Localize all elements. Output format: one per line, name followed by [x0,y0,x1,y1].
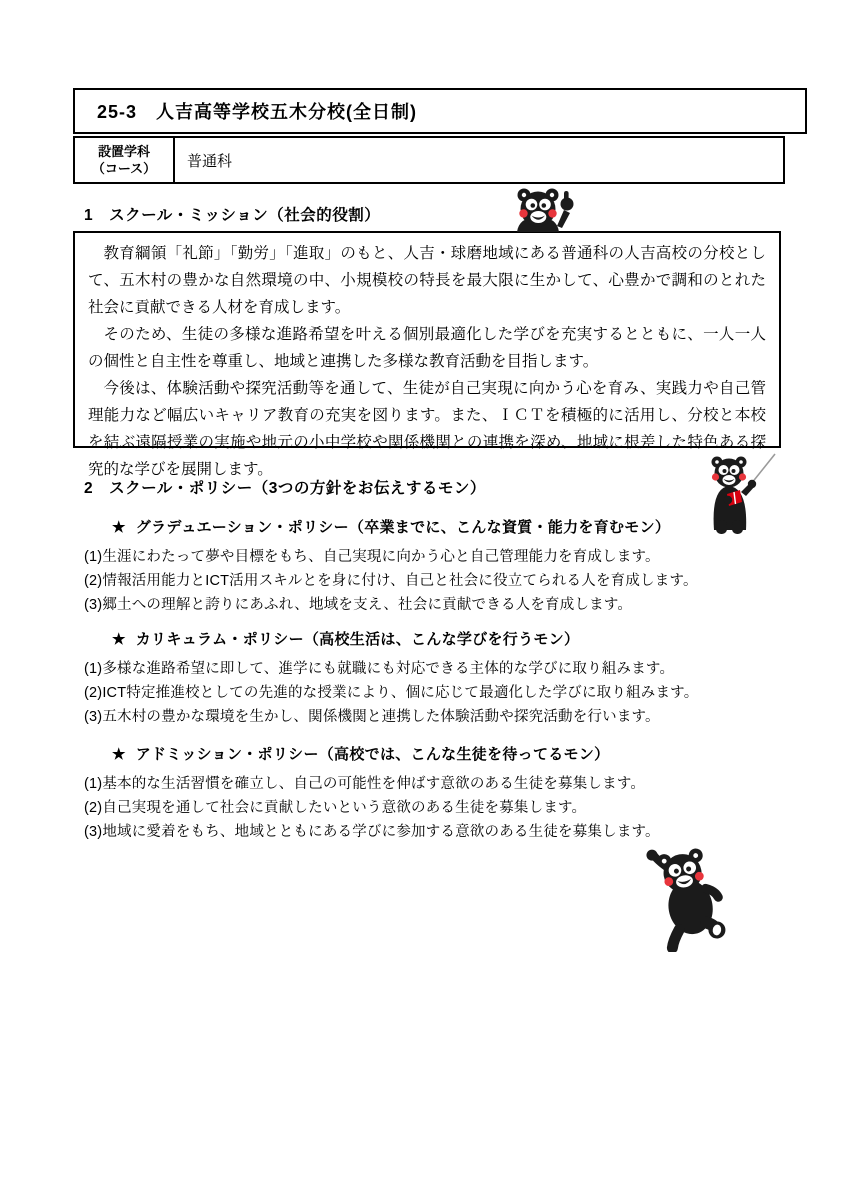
graduation-policy-item-2: (2)情報活用能力とICT活用スキルとを身に付け、自己と社会に役立てられる人を育成します。 [84,573,698,589]
page-title-box [73,88,807,134]
mission-paragraph-3: 今後は、体験活動や探究活動等を通して、生徒が自己実現に向かう心を育み、実践力や自己管理能力など幅広いキャリア教育の充実を図ります。また、ＩＣＴを積極的に活用し、分校と本校を結ぶ遠隔授業の実施や地元の小中学校や関係機関との連携を深め、地域に根差した特色ある探究的な学びを展開します。 [88,380,766,478]
mission-text-box [73,231,781,478]
admission-policy-item-2: (2)自己実現を通して社会に貢献したいという意欲のある生徒を募集します。 [84,800,587,816]
department-table [73,136,785,184]
section2-heading: 2 スクール・ポリシー（3つの方針をお伝えするモン） [84,480,486,497]
curriculum-policy-block [84,628,796,729]
graduation-policy-item-3: (3)郷土への理解と誇りにあふれ、地域を支え、社会に貢献できる人を育成します。 [84,597,633,613]
section1-heading: 1 スクール・ミッション（社会的役割） [84,207,381,224]
admission-policy-item-1: (1)基本的な生活習慣を確立し、自己の可能性を伸ばす意欲のある生徒を募集します。 [84,776,646,792]
admission-policy-title: ★ アドミッション・ポリシー（高校では、こんな生徒を待ってるモン） [112,746,610,763]
graduation-policy-title: ★ グラデュエーション・ポリシー（卒業までに、こんな資質・能力を育むモン） [112,519,671,536]
star-icon: ★ [112,519,126,536]
page-title: 25-3 人吉高等学校五木分校(全日制) [97,102,418,122]
kumamon-jumping-icon [644,845,739,957]
mission-paragraph-2: そのため、生徒の多様な進路希望を叶える個別最適化した学びを充実するとともに、一人一人の個性と自主性を尊重し、地域と連携した多様な教育活動を目指します。 [88,326,766,370]
curriculum-policy-title: ★ カリキュラム・ポリシー（高校生活は、こんな学びを行うモン） [112,631,580,648]
department-header-line2: （コース） [91,161,157,176]
department-header-line1: 設置学科 [97,144,150,159]
curriculum-policy-item-1: (1)多様な進路希望に即して、進学にも就職にも対応できる主体的な学びに取り組みます。 [84,661,675,677]
graduation-policy-item-1: (1)生涯にわたって夢や目標をもち、自己実現に向かう心と自己管理能力を育成します。 [84,549,660,565]
admission-policy-item-3: (3)地域に愛着をもち、地域とともにある学びに参加する意欲のある生徒を募集します。 [84,824,660,840]
curriculum-policy-item-3: (3)五木村の豊かな環境を生かし、関係機関と連携した体験活動や探究活動を行います。 [84,709,660,725]
star-icon: ★ [112,746,126,763]
graduation-policy-block [84,516,796,617]
mission-paragraph-1: 教育綱領「礼節」「勤労」「進取」のもと、人吉・球磨地域にある普通科の人吉高校の分校として、五木村の豊かな自然環境の中、小規模校の特長を最大限に生かして、心豊かで調和のとれた社会に貢献できる人材を育成します。 [88,245,766,316]
department-value: 普通科 [187,153,233,170]
star-icon: ★ [112,631,126,648]
department-value-cell [175,138,783,182]
admission-policy-block [84,743,796,844]
department-header-cell [75,138,175,182]
curriculum-policy-item-2: (2)ICT特定推進校としての先進的な授業により、個に応じて最適化した学びに取り組みます。 [84,685,699,701]
kumamon-thumbs-up-icon [507,186,577,237]
